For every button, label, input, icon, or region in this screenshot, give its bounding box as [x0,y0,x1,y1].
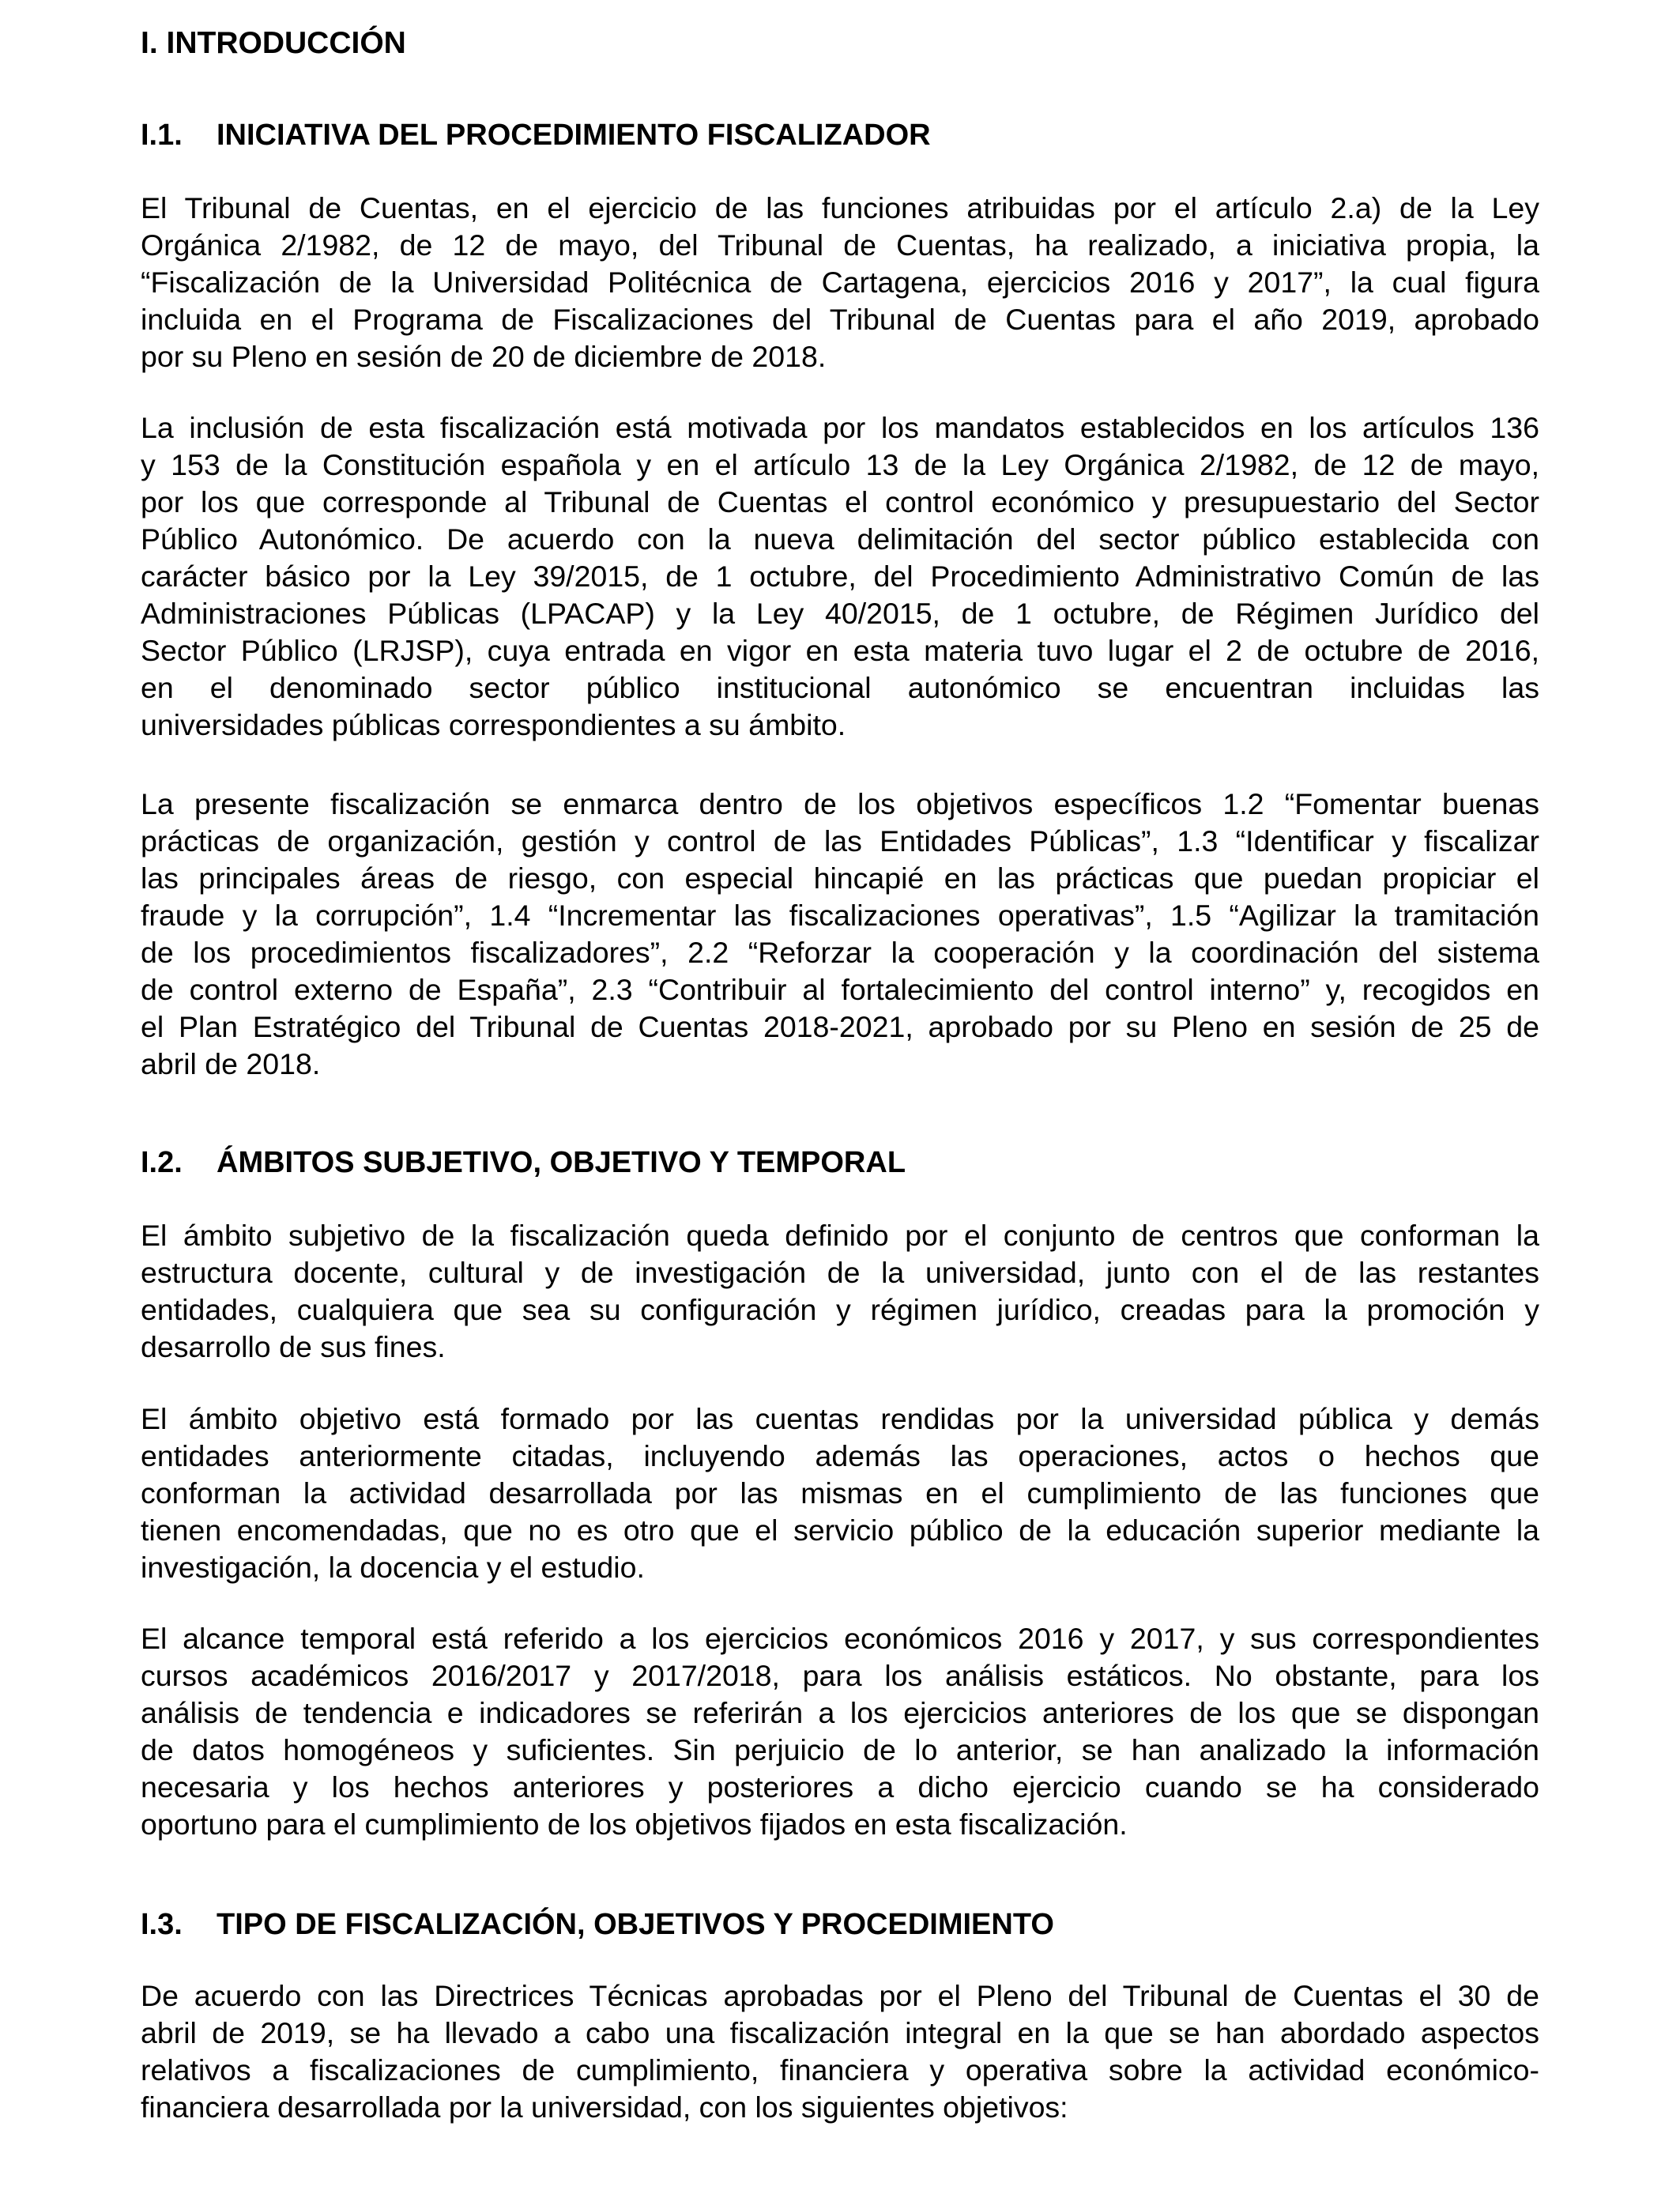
paragraph [141,1620,1539,1843]
text-line: El Tribunal de Cuentas, en el ejercicio de las funciones atribuidas por el artículo 2.a) de la Ley [141,191,1539,224]
text-line: el Plan Estratégico del Tribunal de Cuentas 2018-2021, aprobado por su Pleno en sesión de 25 de [141,1010,1539,1043]
document-title: I. INTRODUCCIÓN [141,26,406,60]
text-line: de los procedimientos fiscalizadores”, 2.2 “Reforzar la cooperación y la coordinación del sistema [141,936,1539,969]
text-line: Administraciones Públicas (LPACAP) y la Ley 40/2015, de 1 octubre, de Régimen Jurídico del [141,597,1539,630]
text-line: abril de 2018. [141,1047,321,1080]
section-number: I.3. [141,1908,183,1941]
section-title: ÁMBITOS SUBJETIVO, OBJETIVO Y TEMPORAL [217,1146,906,1179]
text-line: investigación, la docencia y el estudio. [141,1551,645,1584]
text-line: entidades anteriormente citadas, incluyendo además las operaciones, actos o hechos que [141,1439,1539,1472]
paragraph [141,786,1539,1083]
section-title: INICIATIVA DEL PROCEDIMIENTO FISCALIZADOR [217,119,931,152]
text-line: de datos homogéneos y suficientes. Sin perjuicio de lo anterior, se han analizado la información [141,1733,1539,1766]
section-heading-3 [141,1906,1054,1943]
text-line: De acuerdo con las Directrices Técnicas aprobadas por el Pleno del Tribunal de Cuentas el 30 de [141,1979,1539,2012]
text-line: entidades, cualquiera que sea su configuración y régimen jurídico, creadas para la promoción y [141,1293,1539,1326]
text-line: Orgánica 2/1982, de 12 de mayo, del Tribunal de Cuentas, ha realizado, a iniciativa propia, la [141,228,1539,262]
paragraph [141,1400,1539,1586]
text-line: El ámbito objetivo está formado por las cuentas rendidas por la universidad pública y demás [141,1402,1539,1435]
paragraph [141,190,1539,375]
text-line: necesaria y los hechos anteriores y posteriores a dicho ejercicio cuando se ha considerado [141,1770,1539,1804]
section-title: TIPO DE FISCALIZACIÓN, OBJETIVOS Y PROCEDIMIENTO [217,1908,1054,1941]
text-line: El ámbito subjetivo de la fiscalización queda definido por el conjunto de centros que conforman la [141,1219,1539,1252]
text-line: análisis de tendencia e indicadores se referirán a los ejercicios anteriores de los que se dispongan [141,1696,1539,1729]
paragraph [141,1217,1539,1366]
text-line: conforman la actividad desarrollada por las mismas en el cumplimiento de las funciones que [141,1476,1539,1510]
text-line: por los que corresponde al Tribunal de Cuentas el control económico y presupuestario del Sector [141,485,1539,518]
text-line: La presente fiscalización se enmarca dentro de los objetivos específicos 1.2 “Fomentar buenas [141,787,1539,820]
text-line: y 153 de la Constitución española y en el artículo 13 de la Ley Orgánica 2/1982, de 12 de mayo, [141,448,1539,481]
text-line: La inclusión de esta fiscalización está motivada por los mandatos establecidos en los artículos 136 [141,411,1539,444]
text-line: las principales áreas de riesgo, con especial hincapié en las prácticas que puedan propiciar el [141,861,1539,895]
text-line: financiera desarrollada por la universidad, con los siguientes objetivos: [141,2090,1068,2124]
paragraph [141,1977,1539,2126]
text-line: universidades públicas correspondientes a su ámbito. [141,708,846,741]
section-heading-1 [141,117,931,153]
text-line: El alcance temporal está referido a los ejercicios económicos 2016 y 2017, y sus correspondientes [141,1622,1539,1655]
paragraph [141,409,1539,744]
text-line: desarrollo de sus fines. [141,1330,446,1363]
text-line: Público Autonómico. De acuerdo con la nueva delimitación del sector público establecida con [141,522,1539,556]
text-line: de control externo de España”, 2.3 “Contribuir al fortalecimiento del control interno” y, recogidos en [141,973,1539,1006]
text-line: Sector Público (LRJSP), cuya entrada en vigor en esta materia tuvo lugar el 2 de octubre de 2016, [141,634,1539,667]
text-line: oportuno para el cumplimiento de los objetivos fijados en esta fiscalización. [141,1808,1128,1841]
text-line: en el denominado sector público institucional autonómico se encuentran incluidas las [141,671,1539,704]
text-line: estructura docente, cultural y de investigación de la universidad, junto con el de las restantes [141,1256,1539,1289]
text-line: fraude y la corrupción”, 1.4 “Incrementar las fiscalizaciones operativas”, 1.5 “Agilizar la tramitación [141,899,1539,932]
text-line: “Fiscalización de la Universidad Politécnica de Cartagena, ejercicios 2016 y 2017”, la cual figura [141,266,1539,299]
section-number: I.2. [141,1146,183,1179]
text-line: por su Pleno en sesión de 20 de diciembre de 2018. [141,340,827,373]
text-line: relativos a fiscalizaciones de cumplimiento, financiera y operativa sobre la actividad económico- [141,2053,1539,2087]
section-number: I.1. [141,119,183,152]
text-line: cursos académicos 2016/2017 y 2017/2018, para los análisis estáticos. No obstante, para los [141,1659,1539,1692]
text-line: incluida en el Programa de Fiscalizaciones del Tribunal de Cuentas para el año 2019, aprobado [141,303,1539,336]
text-line: tienen encomendadas, que no es otro que el servicio público de la educación superior mediante la [141,1514,1539,1547]
text-line: prácticas de organización, gestión y control de las Entidades Públicas”, 1.3 “Identificar y fiscalizar [141,824,1539,858]
text-line: carácter básico por la Ley 39/2015, de 1 octubre, del Procedimiento Administrativo Común de las [141,560,1539,593]
section-heading-2 [141,1144,906,1181]
text-line: abril de 2019, se ha llevado a cabo una fiscalización integral en la que se han abordado aspectos [141,2016,1539,2049]
